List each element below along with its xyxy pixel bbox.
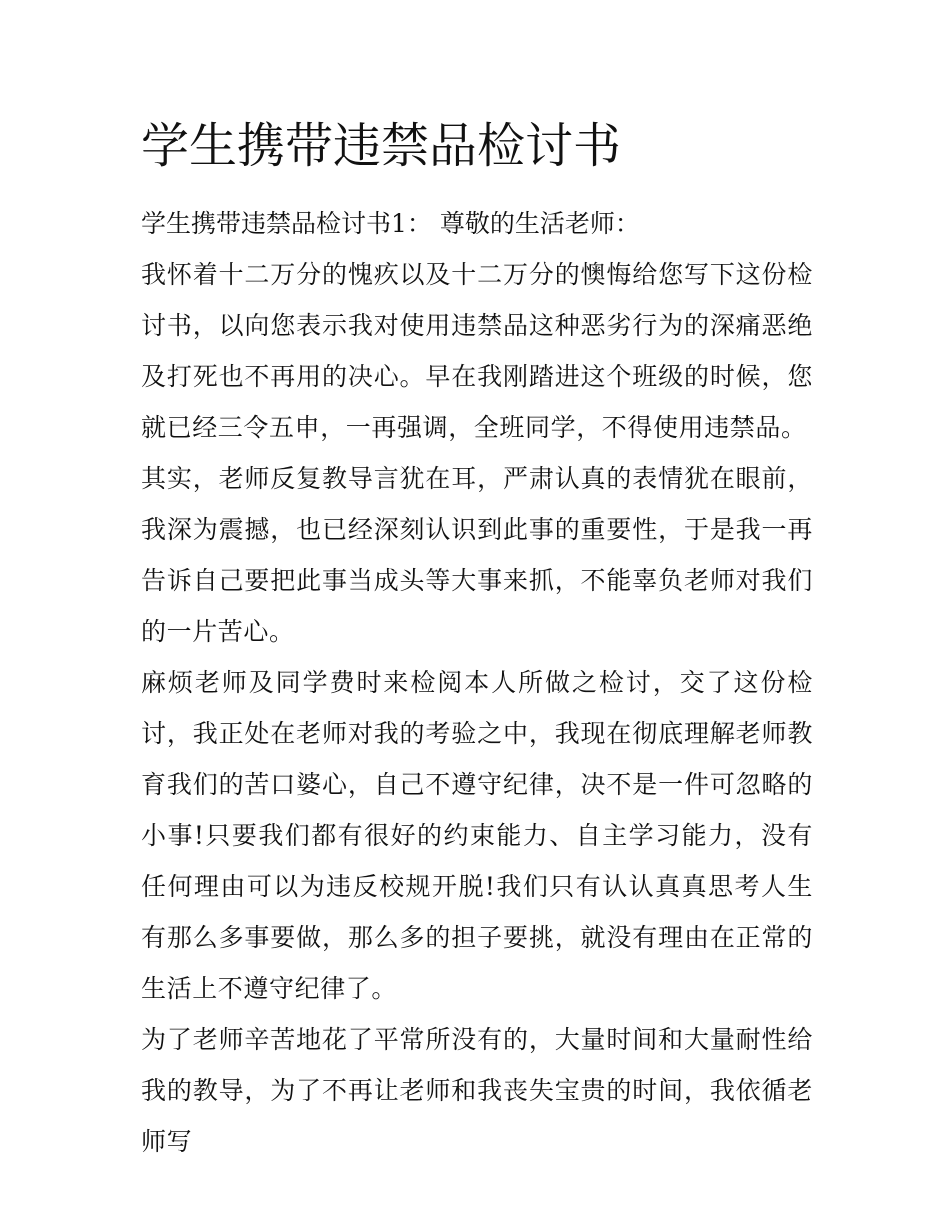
paragraph: 我怀着十二万分的愧疚以及十二万分的懊悔给您写下这份检讨书，以向您表示我对使用违禁品这种恶劣行为的深痛恶绝及打死也不再用的决心。早在我刚踏进这个班级的时候，您就已经三令五申，一再强调，全班同学，不得使用违禁品。 bbox=[141, 260, 813, 442]
document-title: 学生携带违禁品检讨书 bbox=[141, 118, 622, 174]
paragraph: 麻烦老师及同学费时来检阅本人所做之检讨，交了这份检讨，我正处在老师对我的考验之中，我现在彻底理解老师教育我们的苦口婆心，自己不遵守纪律，决不是一件可忽略的小事!只要我们都有很好的约束能力、自主学习能力，没有任何理由可以为违反校规开脱!我们只有认认真真思考人生有那么多事要做，那么多的担子要挑，就没有理由在正常的生活上不遵守纪律了。 bbox=[141, 668, 813, 1003]
document-subtitle: 学生携带违禁品检讨书1： 尊敬的生活老师： bbox=[141, 209, 640, 238]
paragraph: 为了老师辛苦地花了平常所没有的，大量时间和大量耐性给我的教导，为了不再让老师和我丧失宝贵的时间，我依循老师写 bbox=[141, 1025, 813, 1156]
paragraph: 其实，老师反复教导言犹在耳，严肃认真的表情犹在眼前，我深为震撼，也已经深刻认识到此事的重要性，于是我一再告诉自己要把此事当成头等大事来抓，不能辜负老师对我们的一片苦心。 bbox=[141, 464, 813, 646]
